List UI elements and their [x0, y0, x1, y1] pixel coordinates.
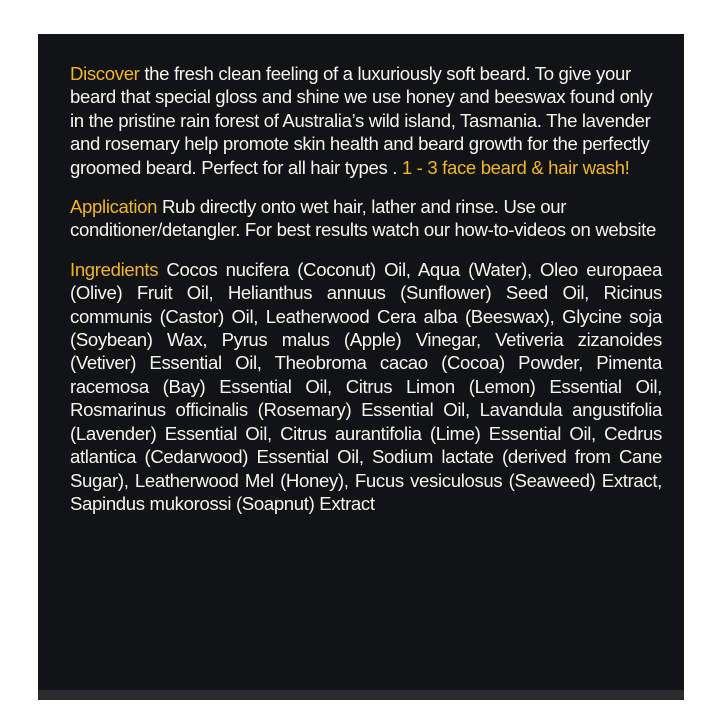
panel-bottom-edge	[38, 690, 684, 700]
discover-body: the fresh clean feeling of a luxuriously soft beard. To give your beard that special gloss and shine we use honey and beeswax found only in the pristine rain forest of Australia’s wild island, Tasmania. The lavender and rosemary help promote skin health and beard growth for the perfectly groomed beard. Perfect for all hair types .	[70, 63, 653, 178]
discover-heading: Discover	[70, 63, 140, 84]
discover-highlight: 1 - 3 face beard & hair wash!	[401, 156, 630, 178]
application-heading: Application	[70, 196, 158, 218]
application-paragraph	[70, 195, 662, 242]
ingredients-body: Cocos nucifera (Coconut) Oil, Aqua (Water), Oleo europaea (Olive) Fruit Oil, Helianthus annuus (Sunflower) Seed Oil, Ricinus communis (Castor) Oil, Leatherwood Cera alba (Beeswax), Glycine soja (Soybean) Wax, Pyrus malus (Apple) Vinegar, Vetiveria zizanoides (Vetiver) Essential Oil, Theobroma cacao (Cocoa) Powder, Pimenta racemosa (Bay) Essential Oil, Citrus Limon (Lemon) Essential Oil, Rosmarinus officinalis (Rosemary) Essential Oil, Lavandula angustifolia (Lavender) Essential Oil, Citrus aurantifolia (Lime) Essential Oil, Cedrus atlantica (Cedarwood) Essential Oil, Sodium lactate (derived from Cane Sugar), Leatherwood Mel (Honey), Fucus vesiculosus (Seaweed) Extract, Sapindus mukorossi (Soapnut) Extract	[70, 258, 662, 514]
product-label-panel	[38, 34, 684, 690]
application-body: Rub directly onto wet hair, lather and rinse. Use our conditioner/detangler. For best results watch our how-to-videos on website	[70, 196, 656, 241]
ingredients-paragraph	[70, 258, 662, 515]
ingredients-heading: Ingredients	[70, 258, 159, 280]
discover-paragraph	[70, 62, 662, 179]
